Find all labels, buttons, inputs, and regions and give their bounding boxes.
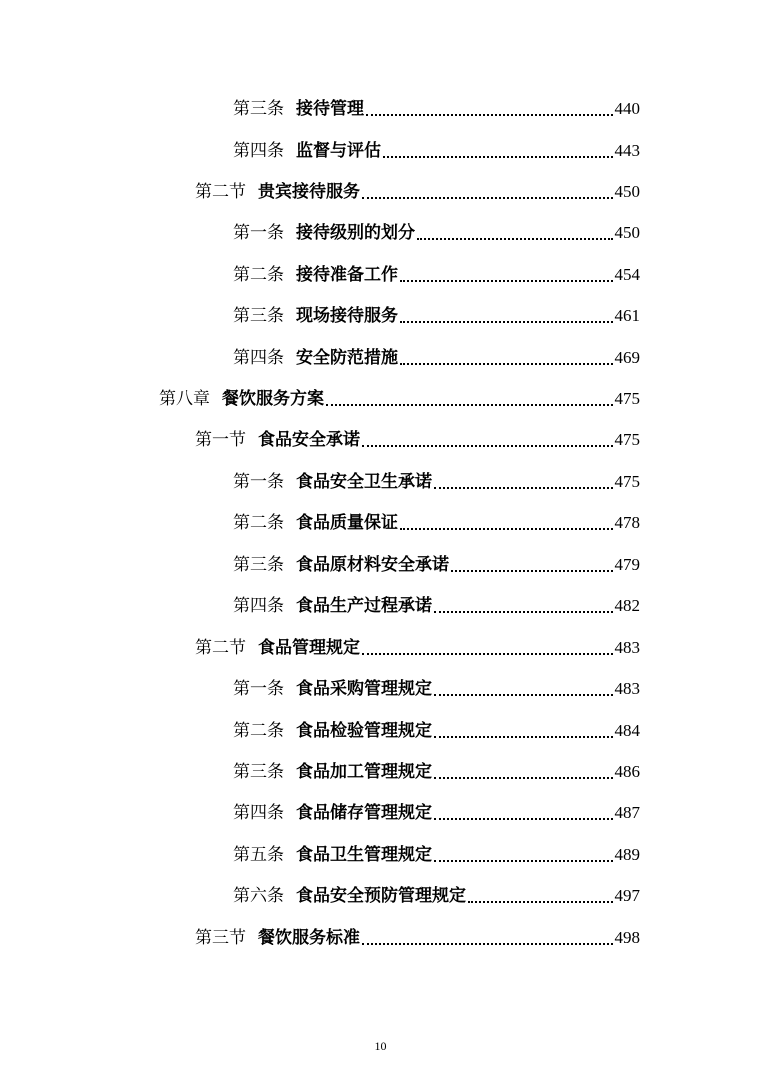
toc-entry-title: 餐饮服务标准 [258,928,360,948]
toc-entry-title: 接待级别的划分 [296,223,415,243]
dot-leader [417,238,613,240]
dot-leader [400,321,613,323]
toc-entry-title: 食品生产过程承诺 [296,596,432,616]
toc-entry[interactable] [233,305,640,327]
toc-entry[interactable] [233,222,640,244]
toc-entry-page: 478 [614,513,640,532]
dot-leader [468,901,613,903]
toc-entry-page: 454 [614,265,640,284]
dot-leader [434,860,613,862]
toc-entry-title: 食品安全卫生承诺 [296,472,432,492]
toc-entry[interactable] [195,927,640,949]
toc-entry[interactable] [233,720,640,742]
toc-entry[interactable] [233,554,640,576]
toc-entry-number: 第三条 [233,762,284,782]
toc-entry-title: 安全防范措施 [296,348,398,368]
dot-leader [434,736,613,738]
toc-entry[interactable] [233,595,640,617]
dot-leader [366,114,613,116]
dot-leader [362,445,613,447]
dot-leader [434,611,613,613]
dot-leader [434,777,613,779]
dot-leader [383,156,613,158]
toc-entry-number: 第二条 [233,721,284,741]
toc-entry-number: 第四条 [233,348,284,368]
toc-entry-page: 482 [614,596,640,615]
toc-entry-title: 现场接待服务 [296,306,398,326]
toc-entry-page: 487 [614,803,640,822]
dot-leader [362,943,613,945]
toc-entry-title: 贵宾接待服务 [258,182,360,202]
toc-entry[interactable] [195,429,640,451]
dot-leader [434,818,613,820]
toc-entry-title: 食品安全预防管理规定 [296,886,466,906]
dot-leader [400,363,613,365]
toc-entry-title: 食品储存管理规定 [296,803,432,823]
toc-entry-number: 第一条 [233,679,284,699]
dot-leader [434,487,613,489]
toc-entry-title: 食品安全承诺 [258,430,360,450]
toc-entry-number: 第四条 [233,141,284,161]
toc-entry[interactable] [233,140,640,162]
toc-entry-number: 第一条 [233,472,284,492]
toc-entry-page: 469 [614,348,640,367]
toc-entry-title: 接待准备工作 [296,265,398,285]
toc-entry[interactable] [159,388,640,410]
toc-entry[interactable] [195,181,640,203]
toc-entry-title: 餐饮服务方案 [222,389,324,409]
toc-entry-number: 第二节 [195,182,246,202]
toc-entry-number: 第五条 [233,845,284,865]
toc-entry-title: 食品加工管理规定 [296,762,432,782]
toc-entry-page: 486 [614,762,640,781]
toc-entry-page: 475 [614,389,640,408]
toc-entry[interactable] [233,98,640,120]
toc-entry-number: 第三条 [233,306,284,326]
toc-entry-page: 461 [614,306,640,325]
toc-entry-title: 监督与评估 [296,141,381,161]
toc-entry-page: 443 [614,141,640,160]
toc-entry[interactable] [233,264,640,286]
toc-entry[interactable] [233,761,640,783]
toc-entry[interactable] [233,885,640,907]
toc-entry-number: 第二条 [233,513,284,533]
toc-entry-title: 食品卫生管理规定 [296,845,432,865]
toc-entry[interactable] [233,471,640,493]
toc-entry-page: 483 [614,679,640,698]
dot-leader [362,653,613,655]
toc-entry-page: 498 [614,928,640,947]
dot-leader [434,694,613,696]
toc-entry[interactable] [233,678,640,700]
dot-leader [400,280,613,282]
dot-leader [451,570,613,572]
toc-entry-page: 484 [614,721,640,740]
toc-entry-title: 食品检验管理规定 [296,721,432,741]
dot-leader [400,528,613,530]
dot-leader [362,197,613,199]
toc-entry-page: 440 [614,99,640,118]
toc-entry-page: 450 [614,223,640,242]
toc-entry-number: 第二节 [195,638,246,658]
dot-leader [326,404,613,406]
toc-entry-page: 489 [614,845,640,864]
toc-entry-page: 475 [614,472,640,491]
toc-entry-number: 第三条 [233,555,284,575]
toc-entry-page: 450 [614,182,640,201]
toc-entry-number: 第一节 [195,430,246,450]
toc-entry-number: 第四条 [233,596,284,616]
toc-entry-title: 食品原材料安全承诺 [296,555,449,575]
page-number: 10 [374,1039,387,1053]
toc-entry-page: 475 [614,430,640,449]
toc-entry-title: 食品质量保证 [296,513,398,533]
toc-entry-number: 第三条 [233,99,284,119]
toc-entry[interactable] [233,802,640,824]
toc-entry-number: 第三节 [195,928,246,948]
toc-entry-number: 第八章 [159,389,210,409]
toc-entry-page: 479 [614,555,640,574]
toc-entry-number: 第一条 [233,223,284,243]
toc-entry-number: 第六条 [233,886,284,906]
toc-entry[interactable] [233,512,640,534]
toc-entry-number: 第二条 [233,265,284,285]
toc-entry-title: 食品管理规定 [258,638,360,658]
toc-entry-title: 食品采购管理规定 [296,679,432,699]
toc-entry-number: 第四条 [233,803,284,823]
toc-entry-page: 497 [614,886,640,905]
toc-entry[interactable] [233,347,640,369]
toc-entry[interactable] [195,637,640,659]
toc-entry-page: 483 [614,638,640,657]
toc-entry[interactable] [233,844,640,866]
toc-entry-title: 接待管理 [296,99,364,119]
